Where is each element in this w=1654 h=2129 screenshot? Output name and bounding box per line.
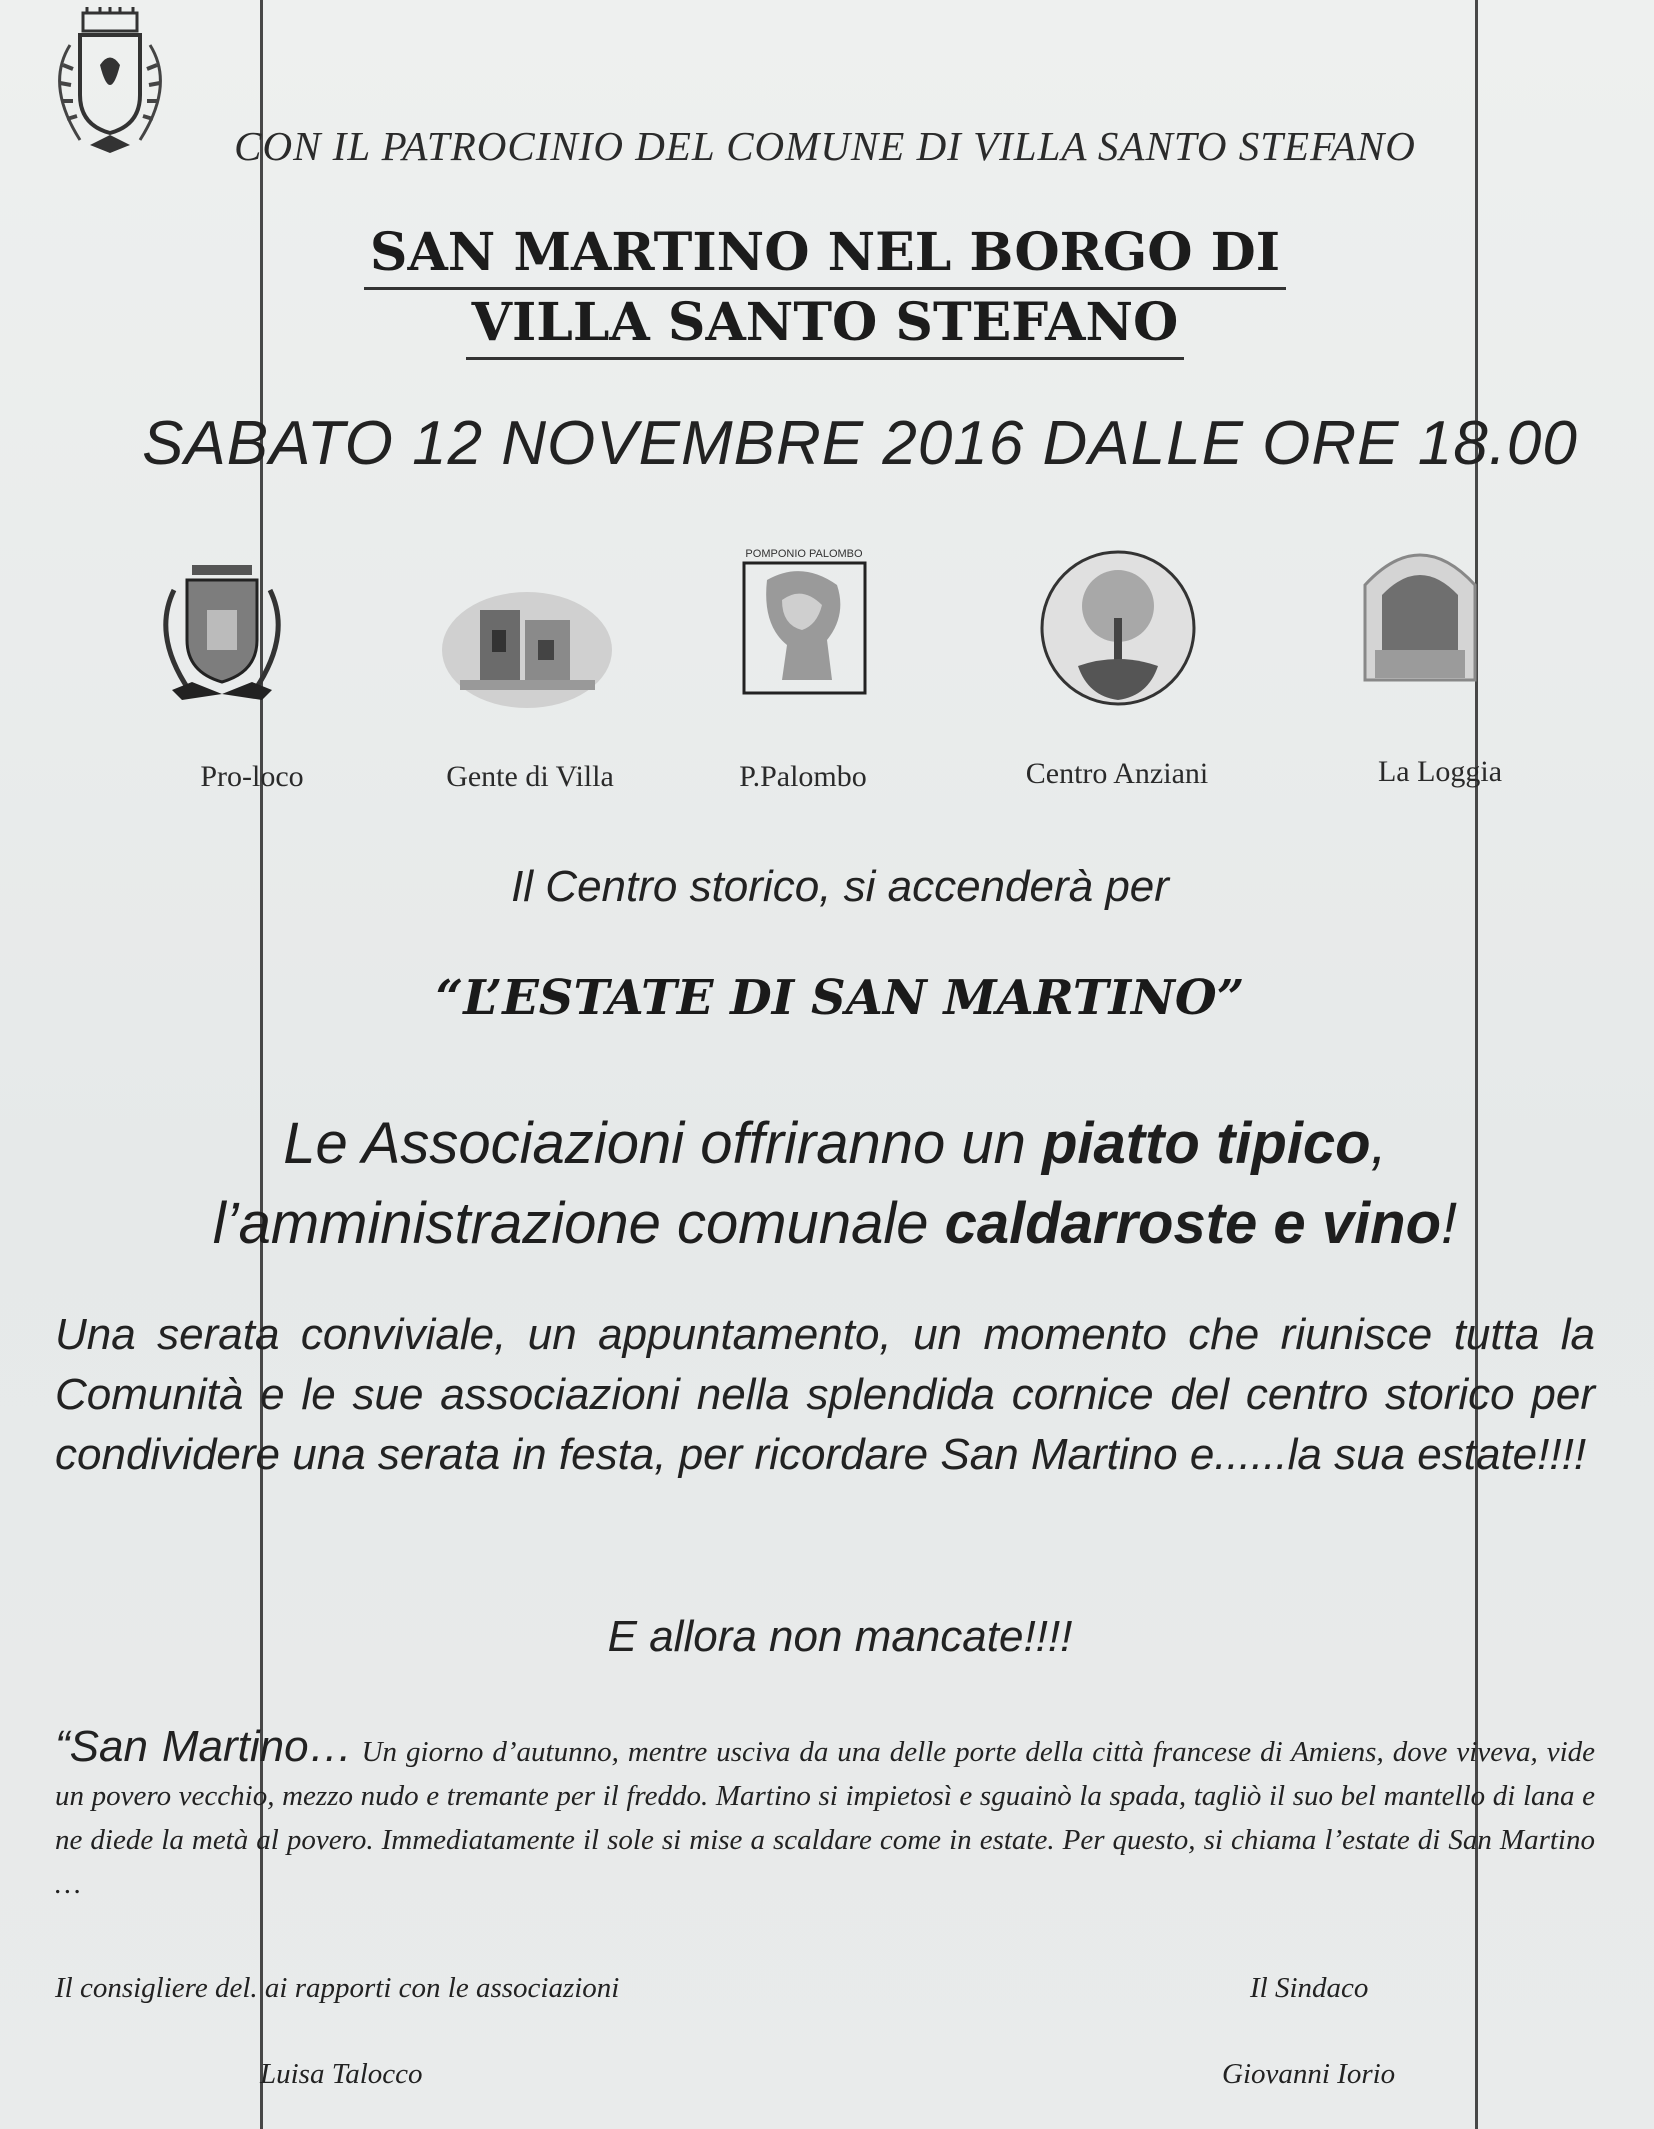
legend-text: Un giorno d’autunno, mentre usciva da una delle porte della città francese di Amiens, dove viveva, vide un povero vecchio, mezzo nudo e tremante per il freddo. Martino si impietosì e sguainò la spada, tagliò il suo bel mantello di lana e ne diede la metà al povero. Immediatamente il sole si mise a scaldare come in estate. Per questo, si chiama l’estate di San Martino … — [55, 1736, 1595, 1900]
logo-label-pro-loco: Pro-loco — [200, 760, 304, 793]
event-title-line2: VILLA SANTO STEFANO — [260, 292, 1390, 353]
event-title-line1: SAN MARTINO NEL BORGO DI — [260, 222, 1390, 283]
tree-circle-icon — [1038, 548, 1198, 708]
pomponio-palombo-portrait-icon — [742, 545, 867, 700]
logo-label-gente-di-villa: Gente di Villa — [446, 760, 614, 793]
logo-label-centro-anziani: Centro Anziani — [1025, 757, 1209, 790]
logo-label-p-palombo: P.Palombo — [739, 760, 867, 793]
signature-right-role: Il Sindaco — [1250, 1972, 1369, 2004]
legend-lead: “San Martino… — [55, 1722, 353, 1771]
p-palombo-logo — [742, 545, 867, 700]
pro-loco-logo — [152, 550, 292, 710]
logo-label-la-loggia: La Loggia — [1377, 755, 1503, 788]
signature-left-name: Luisa Talocco — [260, 2058, 423, 2090]
coat-of-arms-icon — [152, 550, 292, 710]
associations-offer-line: Le Associazioni offriranno un piatto tipico, — [283, 1111, 1387, 1176]
signature-left-role: Il consigliere del. ai rapporti con le associazioni — [55, 1972, 620, 2004]
patronage-line: CON IL PATROCINIO DEL COMUNE DI VILLA SANTO STEFANO — [234, 123, 1416, 169]
svg-text:POMPONIO PALOMBO: POMPONIO PALOMBO — [745, 548, 863, 560]
estate-di-san-martino-heading: “L’ESTATE DI SAN MARTINO” — [435, 970, 1245, 1026]
administration-offer-line: l’amministrazione comunale caldarroste e vino! — [212, 1191, 1458, 1256]
la-loggia-logo — [1350, 530, 1490, 690]
centro-anziani-logo — [1038, 548, 1198, 708]
event-description: Una serata conviviale, un appuntamento, un momento che riunisce tutta la Comunità e le sue associazioni nella splendida cornice del centro storico per condividere una serata in festa, per ricordare San Martino e......la sua estate!!!! — [55, 1310, 1595, 1479]
loggia-arch-icon — [1350, 530, 1490, 690]
san-martino-legend — [55, 1722, 1595, 1906]
municipal-crest-icon — [45, 5, 175, 170]
gente-di-villa-logo — [440, 585, 615, 715]
signature-right-name: Giovanni Iorio — [1222, 2058, 1396, 2090]
intro-line: Il Centro storico, si accenderà per — [511, 862, 1169, 911]
village-photo-icon — [440, 585, 615, 715]
call-to-attend: E allora non mancate!!!! — [607, 1612, 1073, 1661]
event-date: SABATO 12 NOVEMBRE 2016 DALLE ORE 18.00 — [142, 409, 1578, 478]
